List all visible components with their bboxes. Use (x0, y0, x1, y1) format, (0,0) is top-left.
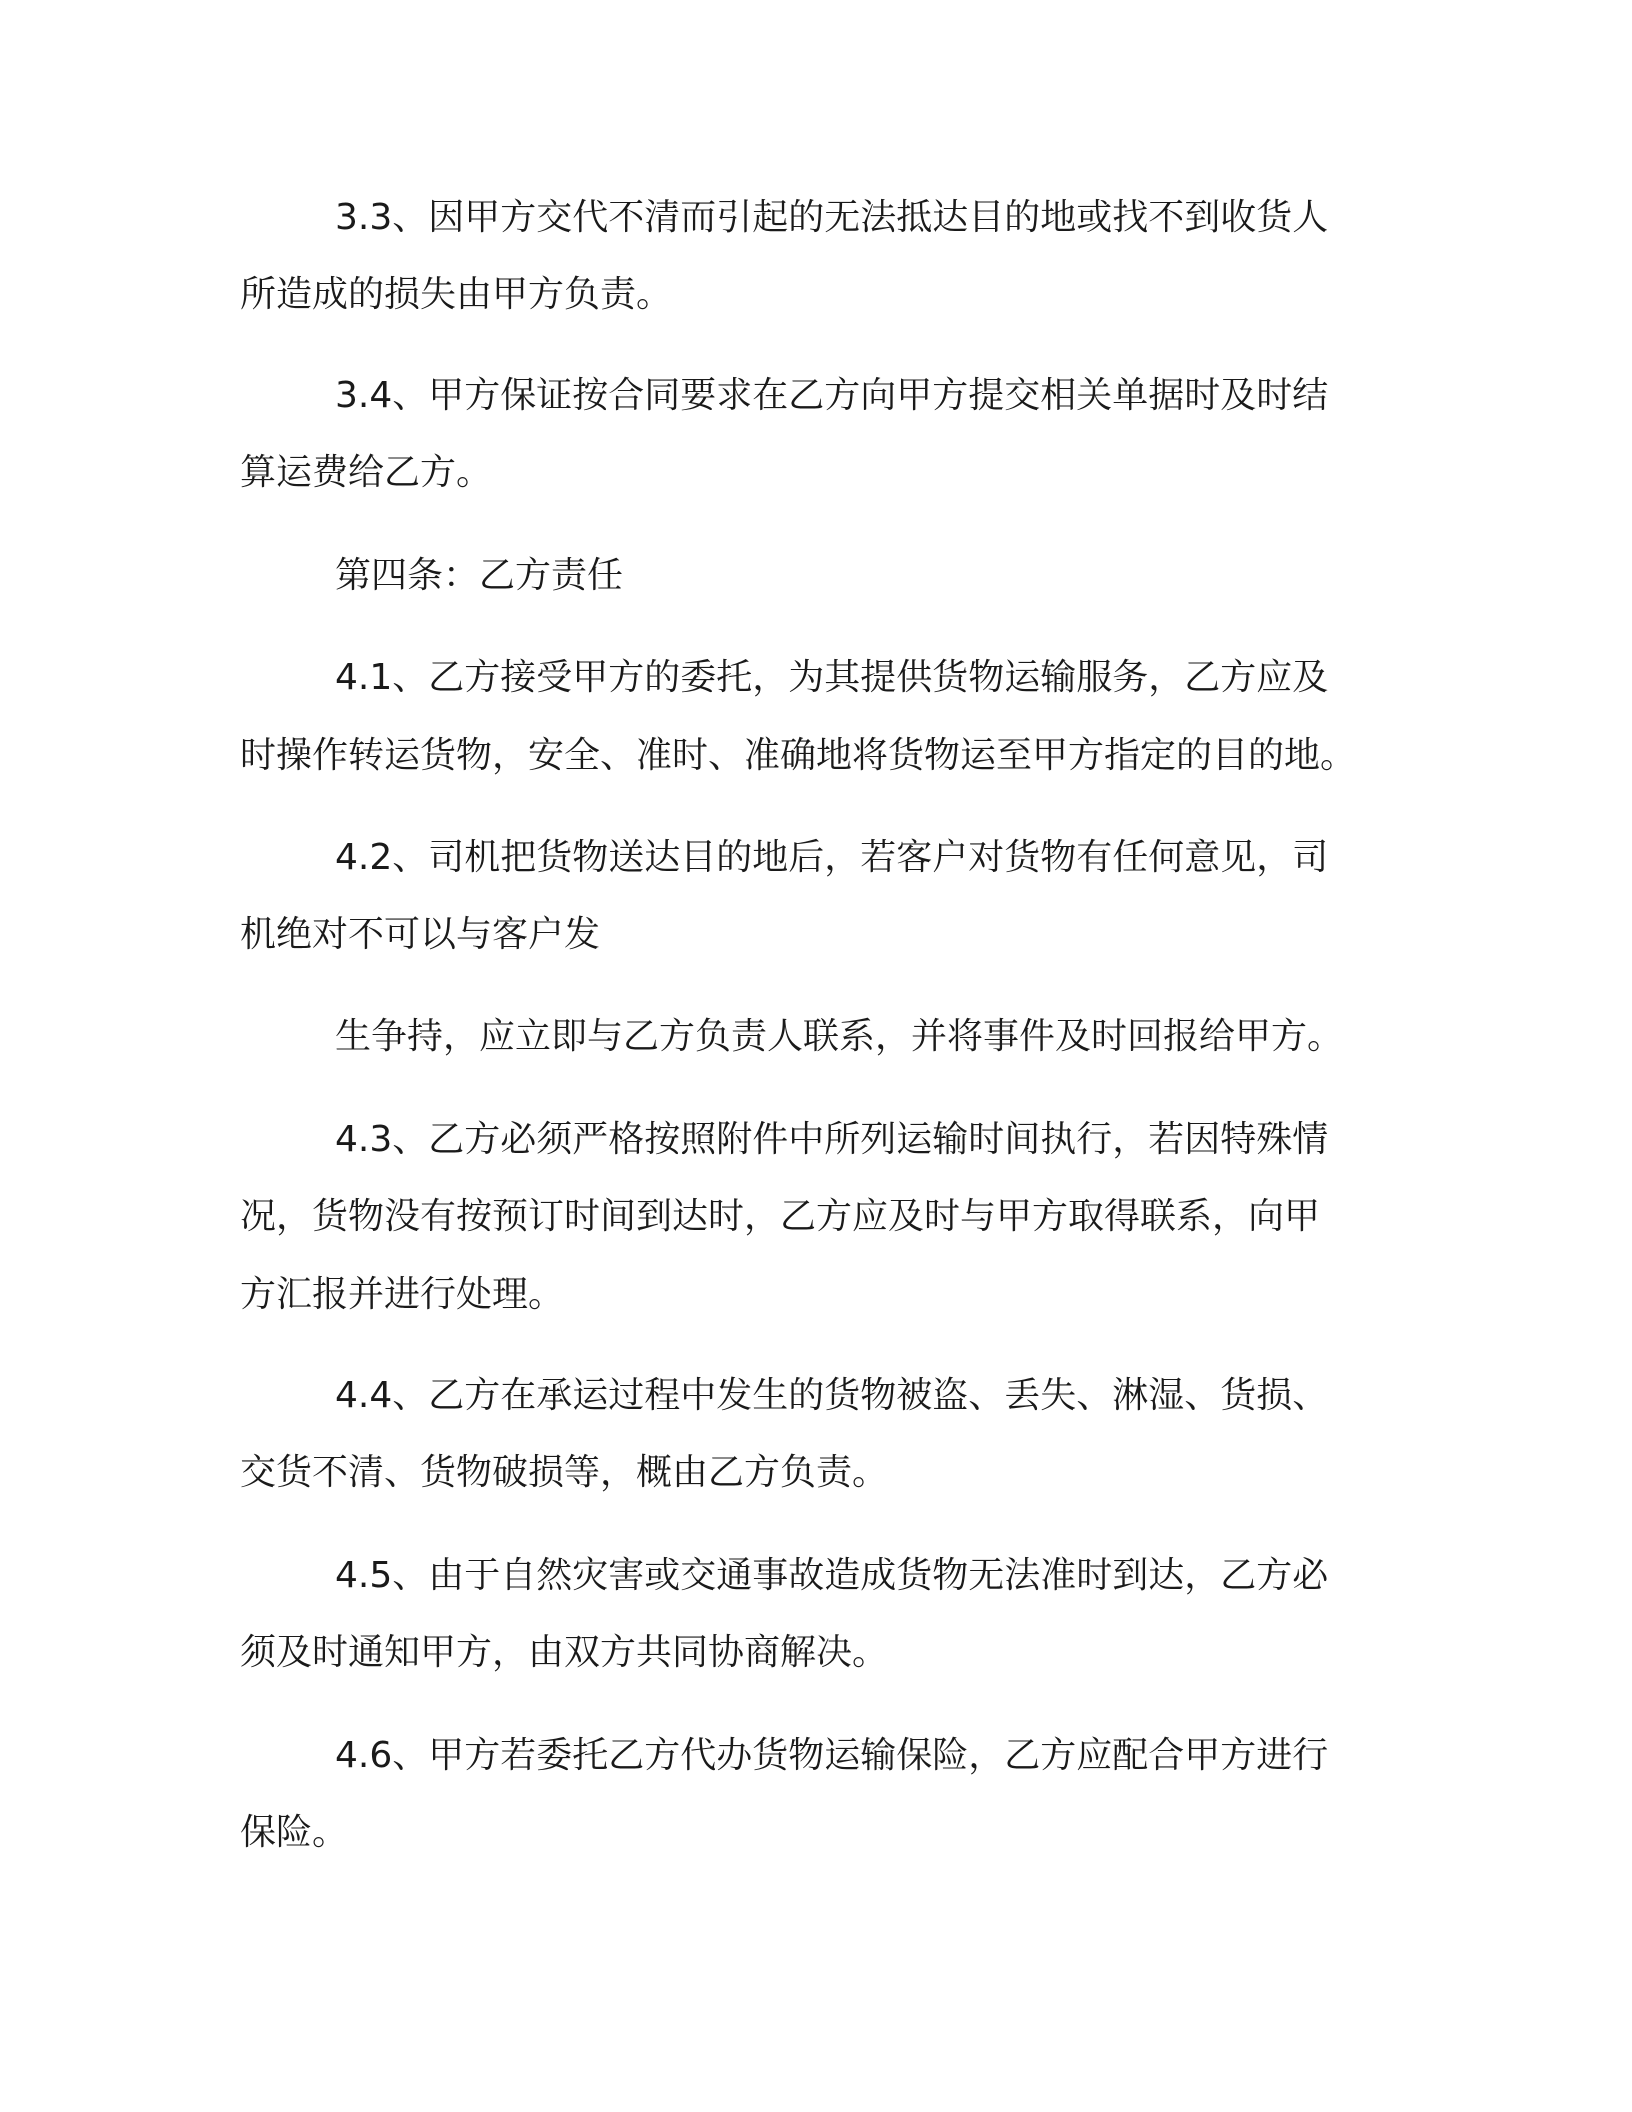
clause-3-3-line-2: 所造成的损失由甲方负责。 (240, 274, 673, 315)
clause-3-4-line-1: 3.4、甲方保证按合同要求在乙方向甲方提交相关单据时及时结 (335, 375, 1329, 416)
clause-4-2-line-3: 生争持，应立即与乙方负责人联系，并将事件及时回报给甲方。 (335, 1016, 1344, 1057)
clause-4-3-line-2: 况，货物没有按预订时间到达时，乙方应及时与甲方取得联系，向甲 (240, 1196, 1321, 1237)
clause-4-5-line-2: 须及时通知甲方，由双方共同协商解决。 (240, 1632, 889, 1673)
clause-4-1-line-1: 4.1、乙方接受甲方的委托，为其提供货物运输服务，乙方应及 (335, 657, 1329, 698)
clause-4-4-line-2: 交货不清、货物破损等，概由乙方负责。 (240, 1452, 889, 1493)
article-4-heading: 第四条：乙方责任 (335, 555, 624, 596)
clause-3-4-line-2: 算运费给乙方。 (240, 452, 493, 493)
clause-4-5-line-1: 4.5、由于自然灾害或交通事故造成货物无法准时到达，乙方必 (335, 1555, 1329, 1596)
clause-4-6-line-1: 4.6、甲方若委托乙方代办货物运输保险，乙方应配合甲方进行 (335, 1735, 1329, 1776)
clause-3-3-line-1: 3.3、因甲方交代不清而引起的无法抵达目的地或找不到收货人 (335, 197, 1329, 238)
clause-4-1-line-2: 时操作转运货物，安全、准时、准确地将货物运至甲方指定的目的地。 (240, 735, 1357, 776)
clause-4-3-line-1: 4.3、乙方必须严格按照附件中所列运输时间执行，若因特殊情 (335, 1119, 1329, 1160)
clause-4-6-line-2: 保险。 (240, 1812, 349, 1853)
clause-4-2-line-2: 机绝对不可以与客户发 (240, 914, 601, 955)
clause-4-2-line-1: 4.2、司机把货物送达目的地后，若客户对货物有任何意见，司 (335, 837, 1329, 878)
clause-4-4-line-1: 4.4、乙方在承运过程中发生的货物被盗、丢失、淋湿、货损、 (335, 1375, 1329, 1416)
clause-4-3-line-3: 方汇报并进行处理。 (240, 1274, 565, 1315)
